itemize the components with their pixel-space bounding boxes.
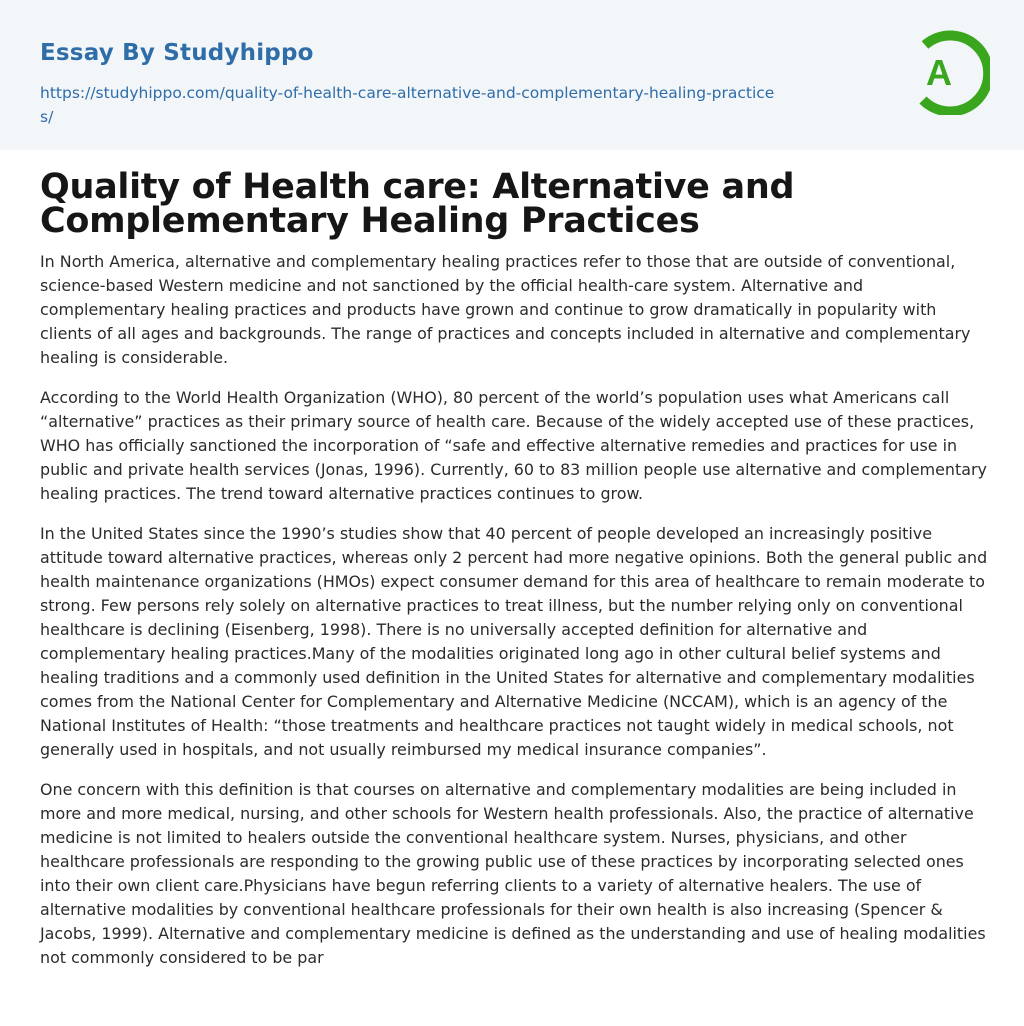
article-url-link[interactable]: https://studyhippo.com/quality-of-health-care-alternative-and-complementary-healing-practices/ (40, 84, 775, 126)
site-brand[interactable]: Essay By Studyhippo (40, 40, 314, 66)
site-header (0, 0, 1024, 150)
article-paragraph: One concern with this definition is that courses on alternative and complementary modalities are being included in more and more medical, nursing, and other schools for Western health professionals. Also, the practice of alternative medicine is not limited to healers outside the conventional healthcare system. Nurses, physicians, and other healthcare professionals are responding to the growing public use of these practices by incorporating selected ones into their own client care.Physicians have begun referring clients to a variety of alternative healers. The use of alternative modalities by conventional healthcare professionals for their own health is also increasing (Spencer & Jacobs, 1999). Alternative and complementary medicine is defined as the understanding and use of healing modalities not commonly considered to be par (40, 780, 986, 967)
article-paragraph: In the United States since the 1990’s studies show that 40 percent of people developed an increasingly positive attitude toward alternative practices, whereas only 2 percent had more negative opinions. Both the general public and health maintenance organizations (HMOs) expect consumer demand for this area of healthcare to remain moderate to strong. Few persons rely solely on alternative practices to treat illness, but the number relying only on conventional healthcare is declining (Eisenberg, 1998). There is no universally accepted definition for alternative and complementary healing practices.Many of the modalities originated long ago in other cultural belief systems and healing traditions and a commonly used definition in the United States for alternative and complementary modalities comes from the National Center for Complementary and Alternative Medicine (NCCAM), which is an agency of the National Institutes of Health: “those treatments and healthcare practices not taught widely in medical schools, not generally used in hospitals, and not usually reimbursed my medical insurance companies”. (40, 524, 988, 759)
logo-letter: A (926, 52, 952, 93)
circle-a-logo-icon[interactable] (910, 29, 990, 115)
article-paragraph: In North America, alternative and complementary healing practices refer to those that are outside of conventional, science-based Western medicine and not sanctioned by the official health-care system. Alternative and complementary healing practices and products have grown and continue to grow dramatically in popularity with clients of all ages and backgrounds. The range of practices and concepts included in alternative and complementary healing is considerable. (40, 252, 971, 367)
article-paragraph: According to the World Health Organization (WHO), 80 percent of the world’s population uses what Americans call “alternative” practices as their primary source of health care. Because of the widely accepted use of these practices, WHO has officially sanctioned the incorporation of “safe and effective alternative remedies and practices for use in public and private health services (Jonas, 1996). Currently, 60 to 83 million people use alternative and complementary healing practices. The trend toward alternative practices continues to grow. (40, 388, 987, 503)
article-content (40, 167, 988, 986)
article-title: Quality of Health care: Alternative and Complementary Healing Practices (40, 167, 795, 241)
